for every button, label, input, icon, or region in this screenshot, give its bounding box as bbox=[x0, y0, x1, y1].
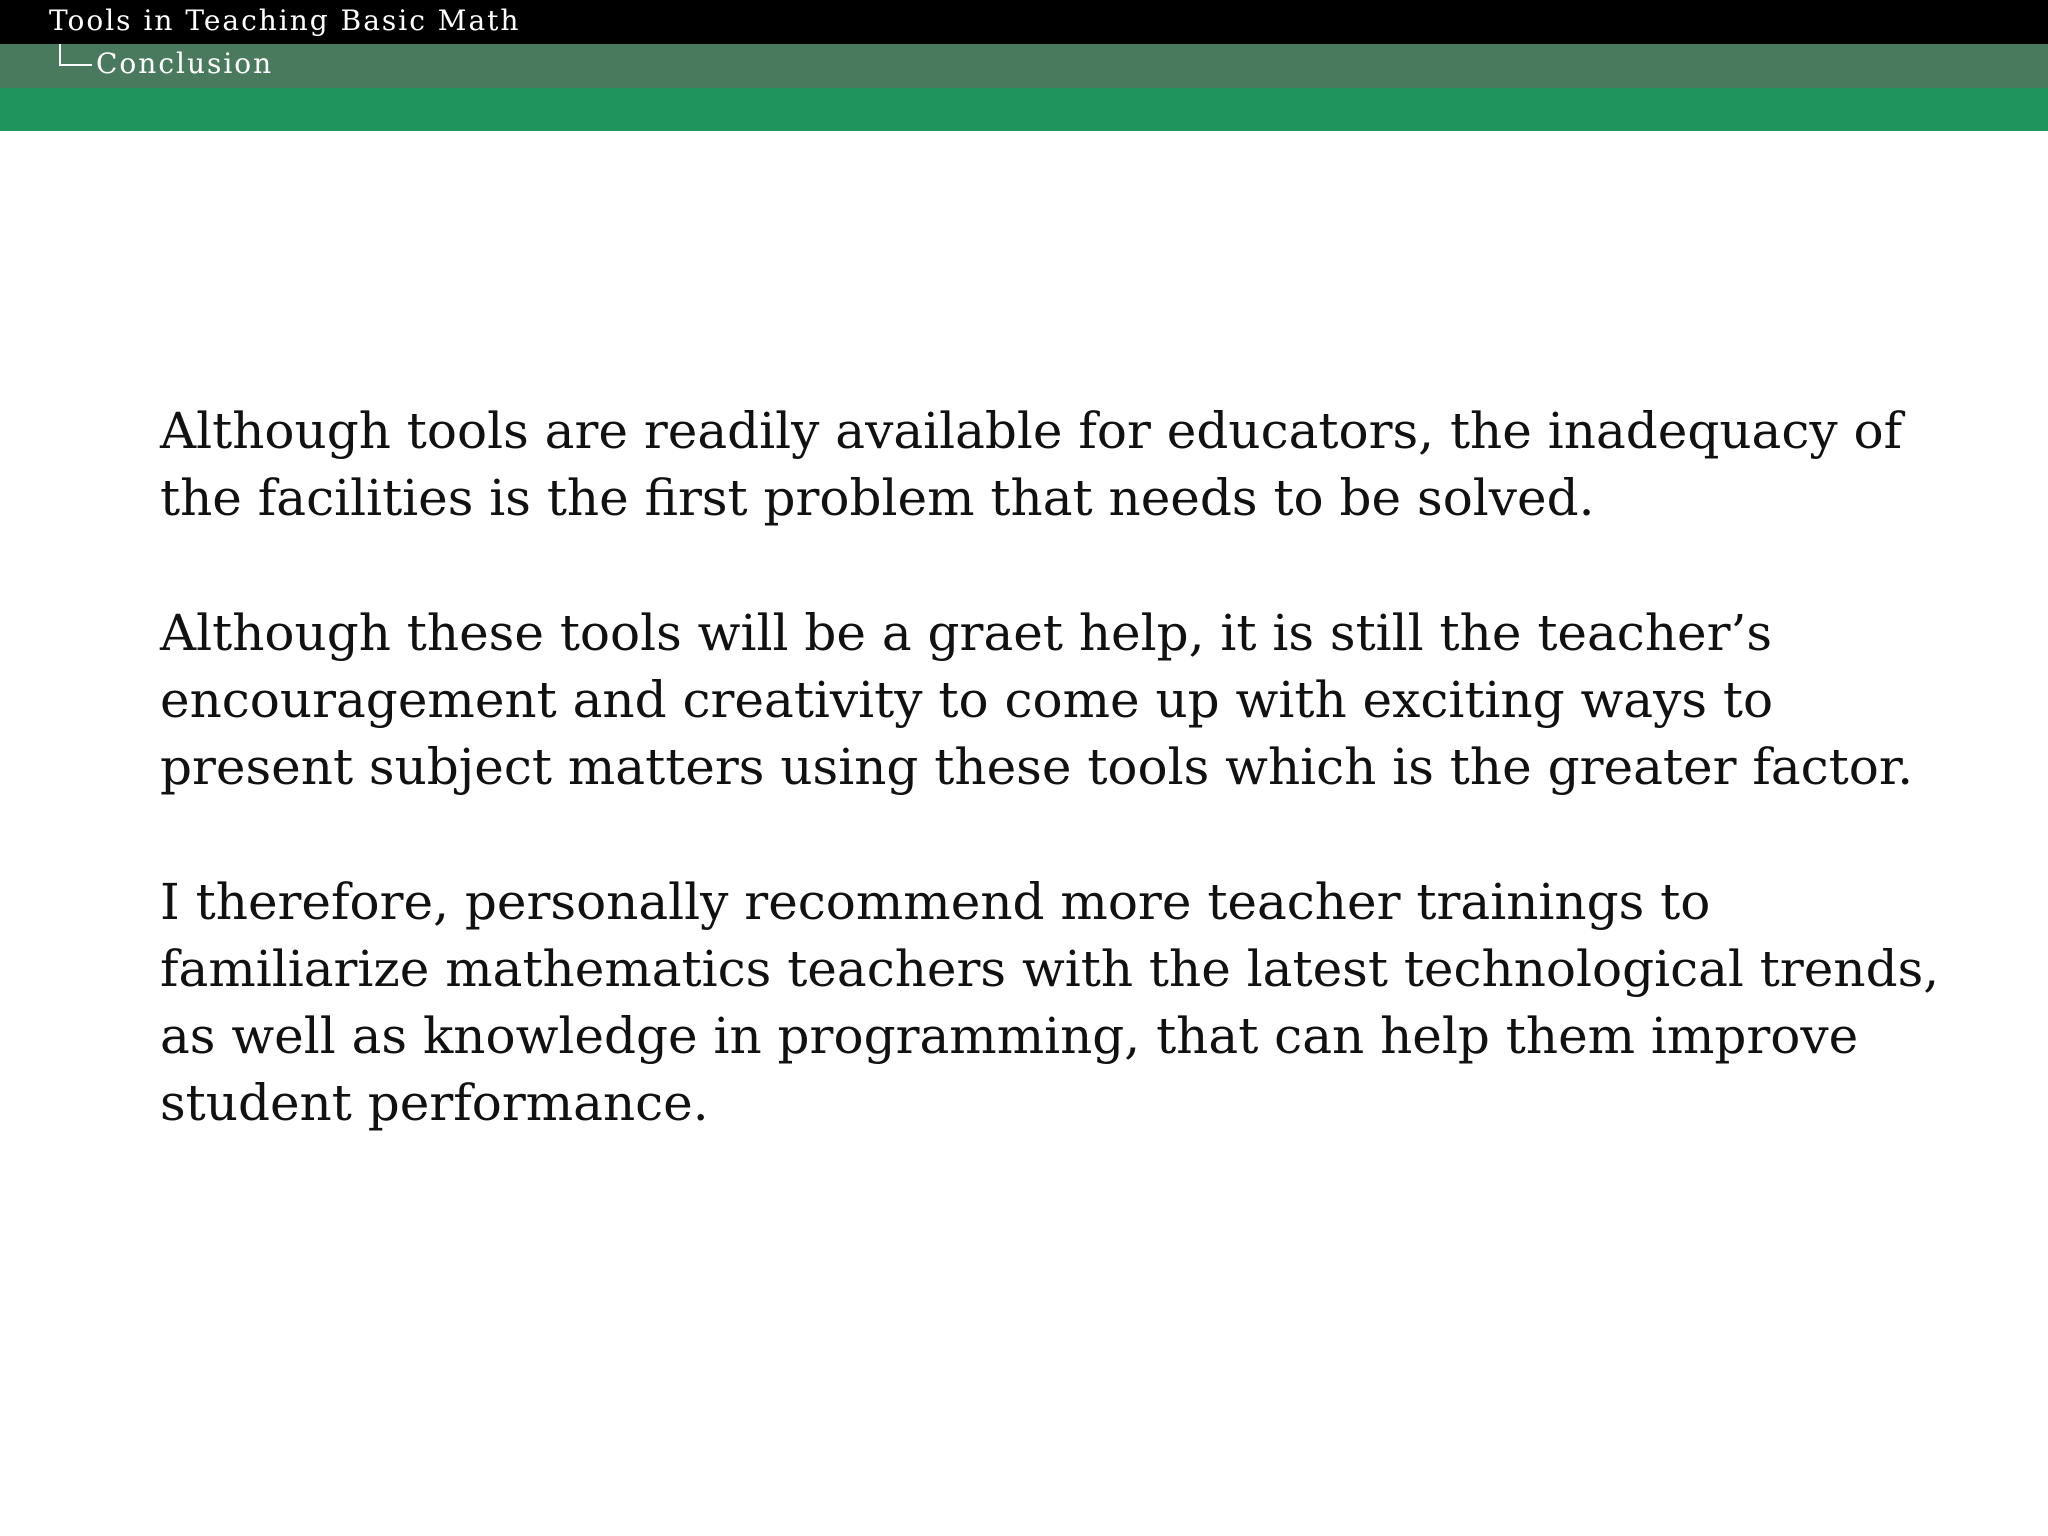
paragraph-line: the facilities is the first problem that needs to be solved. bbox=[160, 469, 1595, 527]
paragraph-line: Although tools are readily available for educators, the inadequacy of bbox=[160, 402, 1903, 460]
slide-body bbox=[160, 398, 1960, 1205]
tree-connector-icon bbox=[59, 44, 92, 66]
paragraph-line: as well as knowledge in programming, that can help them improve bbox=[160, 1007, 1859, 1065]
paragraph-line: familiarize mathematics teachers with the latest technological trends, bbox=[160, 940, 1940, 998]
paragraph-line: student performance. bbox=[160, 1074, 709, 1132]
paragraph-line: present subject matters using these tools which is the greater factor. bbox=[160, 738, 1914, 796]
paragraph-teacher-creativity bbox=[160, 600, 1960, 801]
paragraph-recommendation bbox=[160, 869, 1960, 1137]
header-bar bbox=[0, 0, 2048, 44]
section-title: Conclusion bbox=[96, 47, 274, 80]
paragraph-line: Although these tools will be a graet help, it is still the teacher’s bbox=[160, 604, 1773, 662]
paragraph-facilities bbox=[160, 398, 1960, 532]
paragraph-line: I therefore, personally recommend more teacher trainings to bbox=[160, 873, 1711, 931]
accent-bar bbox=[0, 88, 2048, 131]
paragraph-line: encouragement and creativity to come up with exciting ways to bbox=[160, 671, 1774, 729]
section-bar bbox=[0, 44, 2048, 88]
presentation-title: Tools in Teaching Basic Math bbox=[49, 4, 521, 37]
